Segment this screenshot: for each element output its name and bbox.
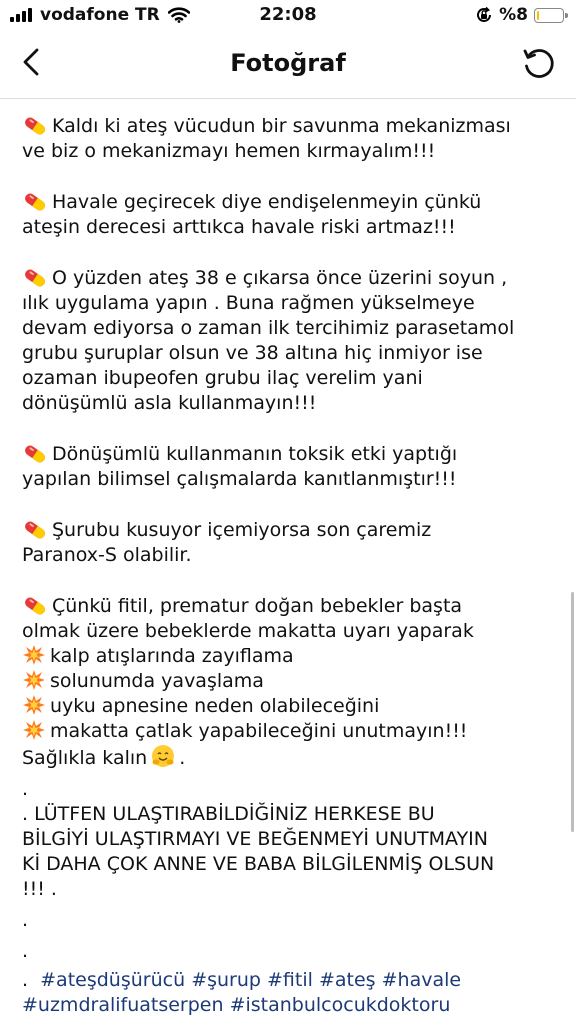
hashtag-link[interactable]: #şurup	[191, 969, 261, 991]
page-title: Fotoğraf	[230, 49, 346, 77]
hashtag-link[interactable]: #ateşdüşürücü	[40, 969, 186, 991]
navigation-bar	[0, 34, 576, 99]
warning-line: uyku apnesine neden olabileceğini	[22, 694, 556, 719]
text-line: Dönüşümlü kullanmanın toksik etki yaptığı	[22, 442, 556, 467]
text-line: devam ediyorsa o zaman ilk tercihimiz parasetamol	[22, 317, 515, 339]
paragraph-1	[22, 114, 556, 164]
hashtags-line-2[interactable]: #uzmdralifuatserpen #istanbulcocukdoktoru	[22, 994, 451, 1016]
signoff-line: Sağlıkla kalın .	[22, 744, 556, 771]
text-line: ateşin derecesi arttıkca havale riski artmaz!!!	[22, 216, 456, 238]
warning-line: solunumda yavaşlama	[22, 669, 556, 694]
status-right	[475, 5, 564, 25]
dot-line: .	[22, 778, 29, 800]
paragraph-2	[22, 190, 556, 240]
text-line: yapılan bilimsel çalışmalarda kanıtlanmıştır!!!	[22, 468, 457, 490]
hashtag-link[interactable]: #ateş	[318, 969, 376, 991]
rotation-lock-icon	[475, 6, 493, 24]
paragraph-3	[22, 266, 556, 416]
battery-icon	[534, 8, 564, 23]
paragraph-4	[22, 442, 556, 492]
dot-line: .	[22, 940, 29, 962]
hashtag-link[interactable]: #fitil	[267, 969, 313, 991]
text-line: Havale geçirecek diye endişelenmeyin çünkü	[22, 190, 556, 215]
collision-icon	[22, 669, 46, 691]
paragraph-5	[22, 518, 556, 568]
post-caption	[22, 100, 556, 1024]
status-bar	[0, 0, 576, 34]
text-line: Kaldı ki ateş vücudun bir savunma mekanizması	[22, 114, 556, 139]
hashtag-link[interactable]: #havale	[381, 969, 462, 991]
text-line: !!! .	[22, 878, 57, 900]
pill-icon	[22, 116, 48, 136]
carrier-name: vodafone TR	[40, 5, 160, 25]
warning-line: makatta çatlak yapabileceğini unutmayın!!!	[22, 719, 556, 744]
request-block	[22, 777, 556, 1018]
text-line: Şurubu kusuyor içemiyorsa son çaremiz	[22, 518, 556, 543]
paragraph-6	[22, 594, 556, 771]
battery-nub	[565, 13, 568, 18]
text-line: olmak üzere bebeklerde makatta uyarı yaparak	[22, 620, 474, 642]
hashtags-line: . #ateşdüşürücü #şurup #fitil #ateş #havale	[22, 969, 462, 991]
battery-level	[537, 11, 539, 20]
text-line: ve biz o mekanizmayı hemen kırmayalım!!!	[22, 140, 436, 162]
text-line: Paranox-S olabilir.	[22, 544, 192, 566]
text-line: Çünkü fitil, prematur doğan bebekler başta	[22, 594, 556, 619]
battery-percent: %8	[499, 5, 528, 25]
warning-line: kalp atışlarında zayıflama	[22, 644, 556, 669]
collision-icon	[22, 644, 46, 666]
text-line: Kİ DAHA ÇOK ANNE VE BABA BİLGİLENMİŞ OLSUN	[22, 853, 495, 875]
status-time: 22:08	[259, 4, 317, 25]
refresh-icon[interactable]	[520, 46, 556, 82]
pill-icon	[22, 192, 48, 212]
text-line: grubu şuruplar olsun ve 38 altına hiç inmiyor ise	[22, 342, 483, 364]
text-line: . LÜTFEN ULAŞTIRABİLDİĞİNİZ HERKESE BU	[22, 803, 435, 825]
text-line: ozaman ibupeofen grubu ilaç verelim yani	[22, 367, 423, 389]
collision-icon	[22, 694, 46, 716]
collision-icon	[22, 719, 46, 741]
pill-icon	[22, 268, 48, 288]
text-line: dönüşümlü asla kullanmayın!!!	[22, 392, 317, 414]
text-line: ılık uygulama yapın . Buna rağmen yükselmeye	[22, 292, 475, 314]
pill-icon	[22, 596, 48, 616]
scrollbar[interactable]	[571, 592, 574, 832]
pill-icon	[22, 520, 48, 540]
dot-line: .	[22, 909, 29, 931]
text-line: O yüzden ateş 38 e çıkarsa önce üzerini soyun ,	[22, 266, 556, 291]
hugging-face-icon	[151, 744, 175, 768]
pill-icon	[22, 444, 48, 464]
text-line: BİLGİYİ ULAŞTIRMAYI VE BEĞENMEYİ UNUTMAYIN	[22, 828, 489, 850]
